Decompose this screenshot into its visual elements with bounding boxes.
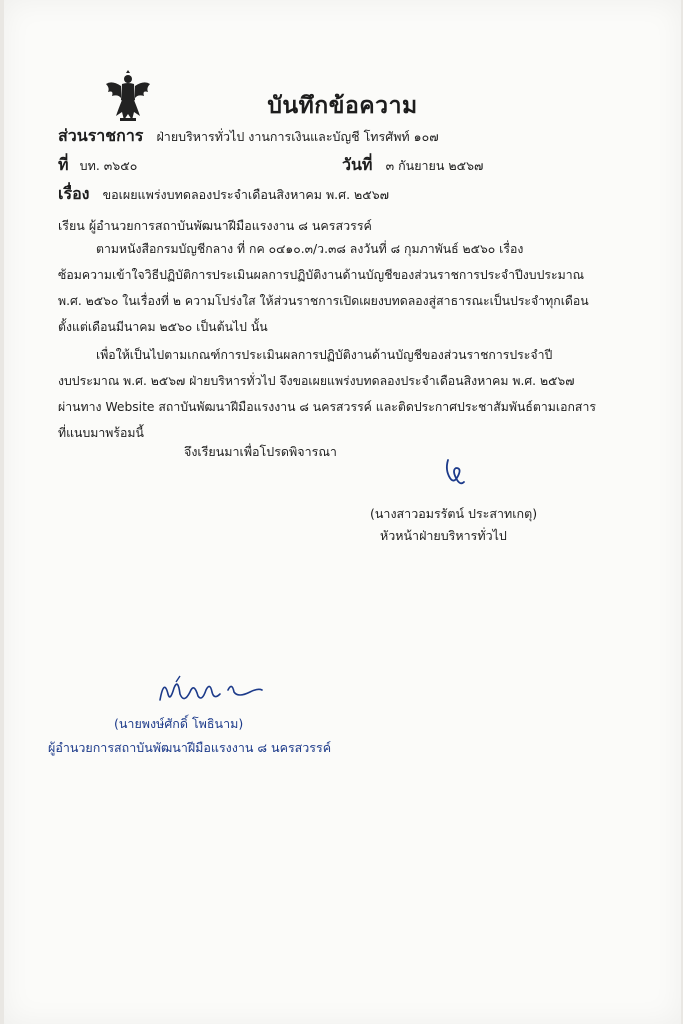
closing-line: จึงเรียนมาเพื่อโปรดพิจารณา: [184, 444, 337, 459]
date-row: [342, 153, 483, 178]
ref-row: [58, 153, 137, 178]
approver-position: ผู้อำนวยการสถาบันพัฒนาฝีมือแรงงาน ๘ นครสวรรค์: [48, 740, 332, 755]
date-value: ๓ กันยายน ๒๕๖๗: [385, 158, 484, 173]
memo-title: บันทึกข้อความ: [267, 93, 418, 119]
subject-value: ขอเผยแพร่งบทดลองประจำเดือนสิงหาคม พ.ศ. ๒๕๖๗: [102, 187, 390, 202]
agency-value: ฝ่ายบริหารทั่วไป งานการเงินและบัญชี โทรศัพท์ ๑๐๗: [156, 129, 439, 144]
approver-signature: [154, 672, 266, 708]
to-line: เรียน ผู้อำนวยการสถาบันพัฒนาฝีมือแรงงาน ๘ นครสวรรค์: [58, 218, 372, 233]
agency-label: ส่วนราชการ: [58, 126, 144, 145]
approver-name: (นายพงษ์ศักดิ์ โพธินาม): [114, 716, 244, 731]
subject-label: เรื่อง: [58, 184, 90, 203]
paragraph-2-line-3: ผ่านทาง Website สถาบันพัฒนาฝีมือแรงงาน ๘ นครสวรรค์ และติดประกาศประชาสัมพันธ์ตามเอกสาร: [58, 400, 596, 414]
agency-row: [58, 124, 439, 149]
paragraph-2-line-4: ที่แนบมาพร้อมนี้: [58, 426, 144, 440]
subject-row: [58, 182, 389, 207]
paragraph-1-line-2: ซ้อมความเข้าใจวิธีปฏิบัติการประเมินผลการปฏิบัติงานด้านบัญชีของส่วนราชการประจำปีงบประมาณ: [58, 268, 585, 282]
ref-label: ที่: [58, 155, 69, 174]
signer-name: (นางสาวอมรรัตน์ ประสาทเกตุ): [370, 506, 538, 521]
paragraph-1-line-4: ตั้งแต่เดือนมีนาคม ๒๕๖๐ เป็นต้นไป นั้น: [58, 320, 268, 334]
ref-value: บท. ๓๖๕๐: [79, 158, 138, 173]
paragraph-2-line-2: งบประมาณ พ.ศ. ๒๕๖๗ ฝ่ายบริหารทั่วไป จึงขอเผยแพร่งบทดลองประจำเดือนสิงหาคม พ.ศ. ๒๕๖๗: [58, 374, 575, 388]
signer-signature: [440, 456, 470, 496]
date-label: วันที่: [342, 155, 373, 174]
signer-position: หัวหน้าฝ่ายบริหารทั่วไป: [380, 528, 507, 543]
paragraph-2-line-1: เพื่อให้เป็นไปตามเกณฑ์การประเมินผลการปฏิบัติงานด้านบัญชีของส่วนราชการประจำปี: [96, 348, 553, 362]
document-page: [4, 0, 681, 1024]
paragraph-1-line-1: ตามหนังสือกรมบัญชีกลาง ที่ กค ๐๔๑๐.๓/ว.๓๘ ลงวันที่ ๘ กุมภาพันธ์ ๒๕๖๐ เรื่อง: [96, 242, 524, 256]
paragraph-1-line-3: พ.ศ. ๒๕๖๐ ในเรื่องที่ ๒ ความโปร่งใส ให้ส่วนราชการเปิดเผยงบทดลองสู่สาธารณะเป็นประจำทุกเดือน: [58, 294, 589, 308]
